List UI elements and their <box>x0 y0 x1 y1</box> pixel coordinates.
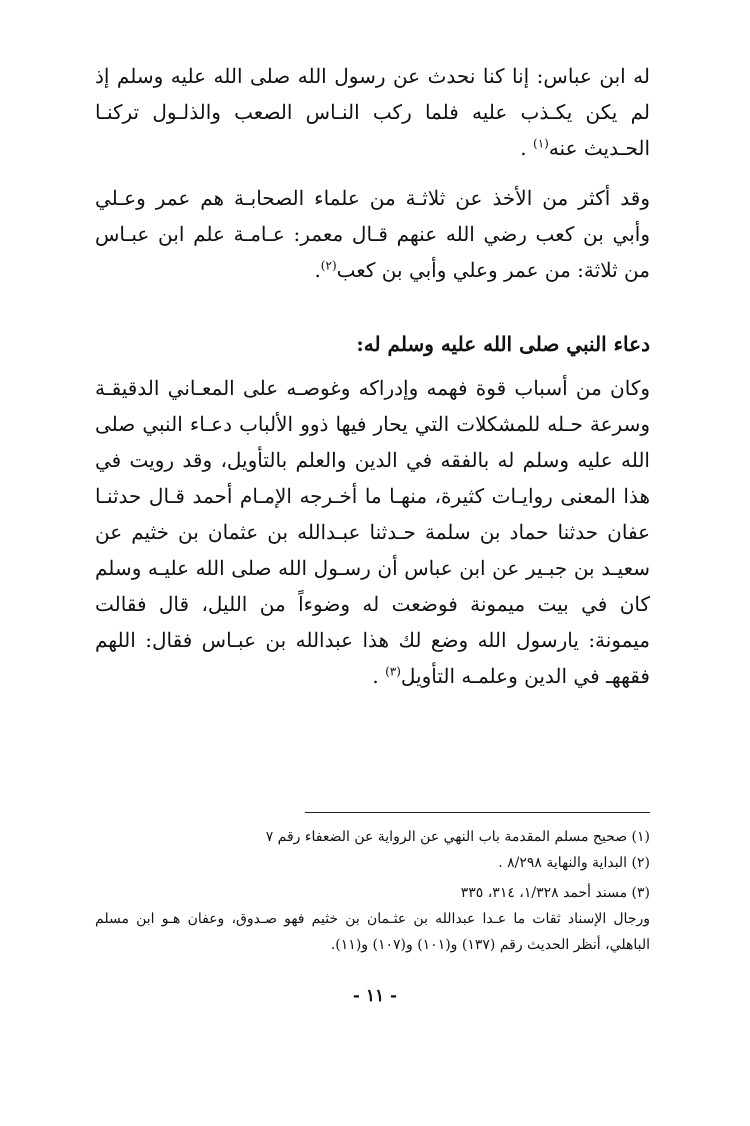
footnote-1: (١) صحيح مسلم المقدمة باب النهي عن الرواية عن الضعفاء رقم ٧ <box>265 829 650 845</box>
footnote-ref-3: (٣) <box>385 664 401 679</box>
section-heading: دعاء النبي صلى الله عليه وسلم له: <box>356 332 650 356</box>
footnote-3: (٣) مسند أحمد ١/٣٢٨، ٣١٤، ٣٣٥ <box>460 885 650 901</box>
paragraph-3-end: . <box>372 664 379 688</box>
footnote-3-note: ورجال الإسناد ثقات ما عـدا عبدالله بن عثـمان بن خثيم فهو صـدوق، وعفان هـو ابن مسلم الباهلي، أنظر الحديث رقم (١٣٧) و(١٠١) و(١٠٧) و(١١). <box>95 911 650 953</box>
page-number: - ١١ - <box>352 986 398 1006</box>
paragraph-2 <box>95 180 650 288</box>
paragraph-1 <box>95 58 650 166</box>
main-text <box>95 58 650 694</box>
paragraph-3 <box>95 370 650 694</box>
paragraph-2-end: . <box>314 258 321 282</box>
footnote-2: (٢) البداية والنهاية ٨/٢٩٨ . <box>498 855 650 871</box>
footnote-list <box>95 824 650 958</box>
footnote-divider <box>305 812 650 813</box>
footnote-ref-2: (٢) <box>320 258 337 273</box>
paragraph-1-end: . <box>520 136 527 160</box>
paragraph-2-text: وقد أكثر من الأخذ عن ثلاثـة من علماء الصحابـة هم عمر وعـلي وأبي بن كعب رضي الله عنهم قـال معمر: عـامـة علم ابن عبـاس من ثلاثة: من عمر وعلي وأبي بن كعب <box>95 186 650 282</box>
paragraph-3-text: وكان من أسباب قوة فهمه وإدراكه وغوصـه على المعـاني الدقيقـة وسرعة حـله للمشكلات التي يحار فيها ذوو الألباب دعـاء النبي صلى الله عليه وسلم له بالفقه في الدين والعلم بالتأويل، وقد رويت في هذا المعنى روايـات كثيرة، منهـا ما أخـرجه الإمـام أحمد قـال حدثنـا عفان حدثنا حماد بن سلمة حـدثنا عبـدالله بن عثمان بن خثيم عن سعيـد بن جبـير عن ابن عباس أن رسـول الله صلى الله عليـه وسلم كان في بيت ميمونة فوضعت له وضوءاً من الليل، قال فقالت ميمونة: يارسول الله وضع لك هذا عبدالله بن عبـاس فقال: اللهم فقههـ في الدين وعلمـه التأويل <box>95 376 650 688</box>
footnote-ref-1: (١) <box>533 136 549 151</box>
paragraph-1-text: له ابن عباس: إنا كنا نحدث عن رسول الله صلى الله عليه وسلم إذ لم يكن يكـذب عليه فلما ركب النـاس الصعب والذلـول تركنـا الحـديث عنه <box>95 64 650 160</box>
